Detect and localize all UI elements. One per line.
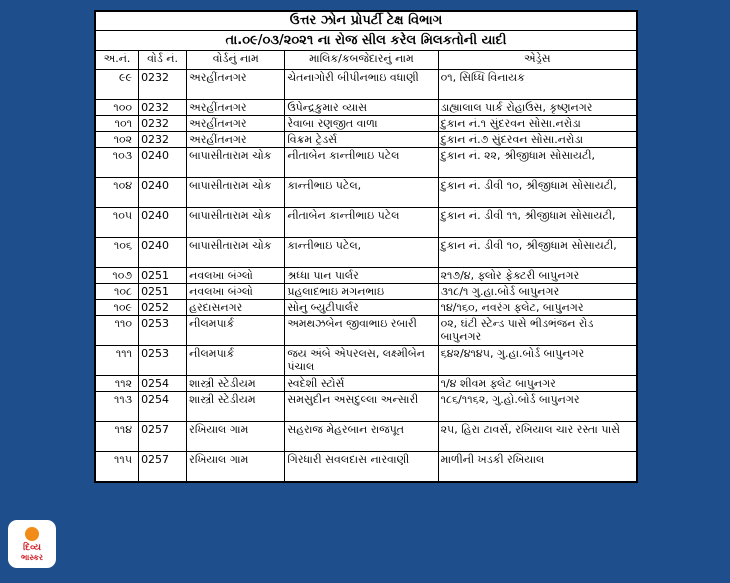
cell-ward-name: શાસ્ત્રી સ્ટેડીયમ <box>187 392 285 422</box>
cell-ward-name: નીલમપાર્ક <box>187 346 285 376</box>
cell-owner: કાન્તીભાઇ પટેલ, <box>285 238 438 268</box>
table-row <box>96 116 637 132</box>
cell-address: દુકાન નં. ડીવી ૧૦, શ્રીજીધામ સોસાયટી, <box>438 178 636 208</box>
cell-ward-no: 0252 <box>139 300 187 316</box>
cell-address: ૩૧૮/૧ ગુ.હા.બોર્ડ બાપુનગર <box>438 284 636 300</box>
cell-ward-no: 0254 <box>139 392 187 422</box>
cell-ward-name: બાપાસીતારામ ચોક <box>187 208 285 238</box>
cell-ward-no: 0240 <box>139 178 187 208</box>
cell-ward-no: 0253 <box>139 316 187 346</box>
cell-address: દુકાન નં.૧ સુંદરવન સોસા.નરોડા <box>438 116 636 132</box>
sun-icon <box>25 527 39 541</box>
cell-ward-name: અરહીંતનગર <box>187 116 285 132</box>
cell-ward-name: બાપાસીતારામ ચોક <box>187 178 285 208</box>
table-row <box>96 346 637 376</box>
table-row <box>96 284 637 300</box>
cell-owner: જય અંબે એપરલસ, લક્ષ્મીબેન પંચાલ <box>285 346 438 376</box>
cell-owner: પ્રહલાદભાઇ મગનભાઇ <box>285 284 438 300</box>
cell-address: ૧/૪ શીવમ ફ્લેટ બાપુનગર <box>438 376 636 392</box>
table-row <box>96 100 637 116</box>
cell-address: ૨૧૭/૪, ફ્લોર ફેક્ટરી બાપુનગર <box>438 268 636 284</box>
cell-owner: શ્રધ્ધા પાન પાર્લર <box>285 268 438 284</box>
cell-serial: ૧૦૮ <box>96 284 139 300</box>
cell-owner: નીતાબેન કાન્તીભાઇ પટેલ <box>285 208 438 238</box>
table-row <box>96 132 637 148</box>
cell-ward-no: 0232 <box>139 100 187 116</box>
cell-ward-name: નવલખા બંગ્લો <box>187 268 285 284</box>
cell-ward-name: નવલખા બંગ્લો <box>187 284 285 300</box>
cell-ward-name: નીલમપાર્ક <box>187 316 285 346</box>
sealed-properties-table <box>95 11 637 482</box>
cell-ward-no: 0232 <box>139 132 187 148</box>
cell-serial: ૧૦૦ <box>96 100 139 116</box>
cell-serial: ૧૦૧ <box>96 116 139 132</box>
table-row <box>96 316 637 346</box>
table-row <box>96 208 637 238</box>
cell-ward-no: 0240 <box>139 238 187 268</box>
cell-address: ૧૮૬/૧૧૬૨, ગુ.હો.બોર્ડ બાપુનગર <box>438 392 636 422</box>
cell-ward-no: 0232 <box>139 70 187 100</box>
cell-ward-no: 0240 <box>139 148 187 178</box>
cell-owner: કાન્તીભાઇ પટેલ, <box>285 178 438 208</box>
table-row <box>96 178 637 208</box>
cell-serial: ૧૧૩ <box>96 392 139 422</box>
cell-address: માળીની ખડકી રખિયાલ <box>438 452 636 482</box>
cell-ward-name: હરદાસનગર <box>187 300 285 316</box>
cell-owner: ગિરધારી સવલદાસ નારવાણી <box>285 452 438 482</box>
cell-address: ૦૧, સિધ્ધિ વિનાયક <box>438 70 636 100</box>
cell-serial: ૧૦૨ <box>96 132 139 148</box>
cell-owner: રેવાબા રણજીત વાળા <box>285 116 438 132</box>
cell-address: ૦૨, ઘંટી સ્ટેન્ડ પાસે ભીડભંજન રોડ બાપુનગર <box>438 316 636 346</box>
cell-ward-no: 0232 <box>139 116 187 132</box>
header-serial: અ.નં. <box>96 51 139 70</box>
cell-ward-name: રખિયાલ ગામ <box>187 422 285 452</box>
cell-ward-no: 0253 <box>139 346 187 376</box>
cell-address: દુકાન નં. ડીવી ૧૦, શ્રીજીધામ સોસાયટી, <box>438 238 636 268</box>
table-row <box>96 392 637 422</box>
cell-owner: સોનુ બ્યુટીપાર્લર <box>285 300 438 316</box>
cell-serial: ૧૦૩ <box>96 148 139 178</box>
cell-ward-name: અરહીંતનગર <box>187 70 285 100</box>
cell-ward-name: અરહીંતનગર <box>187 100 285 116</box>
cell-serial: ૯૯ <box>96 70 139 100</box>
table-row <box>96 268 637 284</box>
title-row <box>96 12 637 31</box>
cell-serial: ૧૧૦ <box>96 316 139 346</box>
cell-serial: ૧૦૫ <box>96 208 139 238</box>
cell-serial: ૧૧૫ <box>96 452 139 482</box>
table-row <box>96 70 637 100</box>
header-owner: માલિક/કબજેદારનું નામ <box>285 51 438 70</box>
cell-ward-no: 0257 <box>139 422 187 452</box>
cell-owner: સહરાજ મેહરબાન રાજપૂત <box>285 422 438 452</box>
divya-bhaskar-logo: દિવ્ય ભાસ્કર <box>8 520 56 568</box>
table-row <box>96 238 637 268</box>
cell-owner: વિક્રમ ટ્રેડર્સ <box>285 132 438 148</box>
table-row <box>96 300 637 316</box>
cell-ward-no: 0251 <box>139 284 187 300</box>
cell-owner: સ્વદેશી સ્ટોર્સ <box>285 376 438 392</box>
header-row <box>96 51 637 70</box>
cell-ward-name: રખિયાલ ગામ <box>187 452 285 482</box>
table-row <box>96 422 637 452</box>
cell-ward-name: બાપાસીતારામ ચોક <box>187 238 285 268</box>
cell-serial: ૧૧૪ <box>96 422 139 452</box>
table-row <box>96 376 637 392</box>
cell-owner: ઉપેન્દ્રકુમાર વ્યાસ <box>285 100 438 116</box>
cell-owner: ચેતનાગોરી બીપીનભાઇ વધાણી <box>285 70 438 100</box>
table-row <box>96 148 637 178</box>
cell-address: દુકાન નં. ૨૨, શ્રીજીધામ સોસાયટી, <box>438 148 636 178</box>
cell-serial: ૧૦૪ <box>96 178 139 208</box>
cell-serial: ૧૦૭ <box>96 268 139 284</box>
cell-owner: સમસુદીન અસદુલ્લા અન્સારી <box>285 392 438 422</box>
cell-ward-no: 0240 <box>139 208 187 238</box>
cell-address: ૬૪૨/૪૧૪૫, ગુ.હા.બોર્ડ બાપુનગર <box>438 346 636 376</box>
cell-serial: ૧૧૧ <box>96 346 139 376</box>
cell-ward-no: 0257 <box>139 452 187 482</box>
cell-ward-name: બાપાસીતારામ ચોક <box>187 148 285 178</box>
subtitle-row <box>96 31 637 51</box>
cell-serial: ૧૧૨ <box>96 376 139 392</box>
cell-ward-name: અરહીંતનગર <box>187 132 285 148</box>
cell-owner: નીતાબેન કાન્તીભાઇ પટેલ <box>285 148 438 178</box>
header-ward-no: વોર્ડ નં. <box>139 51 187 70</box>
cell-owner: અમથઝબેન જીવાભાઇ રબારી <box>285 316 438 346</box>
cell-ward-no: 0251 <box>139 268 187 284</box>
table-row <box>96 452 637 482</box>
cell-address: દુકાન નં.૭ સુંદરવન સોસા.નરોડા <box>438 132 636 148</box>
cell-address: દુકાન નં. ડીવી ૧૧, શ્રીજીધામ સોસાયટી, <box>438 208 636 238</box>
cell-serial: ૧૦૬ <box>96 238 139 268</box>
cell-ward-name: શાસ્ત્રી સ્ટેડીયમ <box>187 376 285 392</box>
cell-ward-no: 0254 <box>139 376 187 392</box>
cell-address: ૨૫, હિરા ટાવર્સ, રખિયાલ ચાર રસ્તા પાસે <box>438 422 636 452</box>
header-address: એડ્રેસ <box>438 51 636 70</box>
cell-address: ડાહ્યાલાલ પાર્ક રોહાઉસ, કૃષ્ણનગર <box>438 100 636 116</box>
cell-serial: ૧૦૯ <box>96 300 139 316</box>
header-ward-name: વોર્ડનું નામ <box>187 51 285 70</box>
document-subtitle: તા.૦૯/૦૩/૨૦૨૧ ના રોજ સીલ કરેલ મિલકતોની યાદી <box>96 31 637 51</box>
property-tax-sheet <box>94 10 638 483</box>
document-title: ઉત્તર ઝોન પ્રોપર્ટી ટેક્ષ વિભાગ <box>96 12 637 31</box>
cell-address: ૧૪/૧૬૦, નવરંગ ફ્લેટ, બાપુનગર <box>438 300 636 316</box>
